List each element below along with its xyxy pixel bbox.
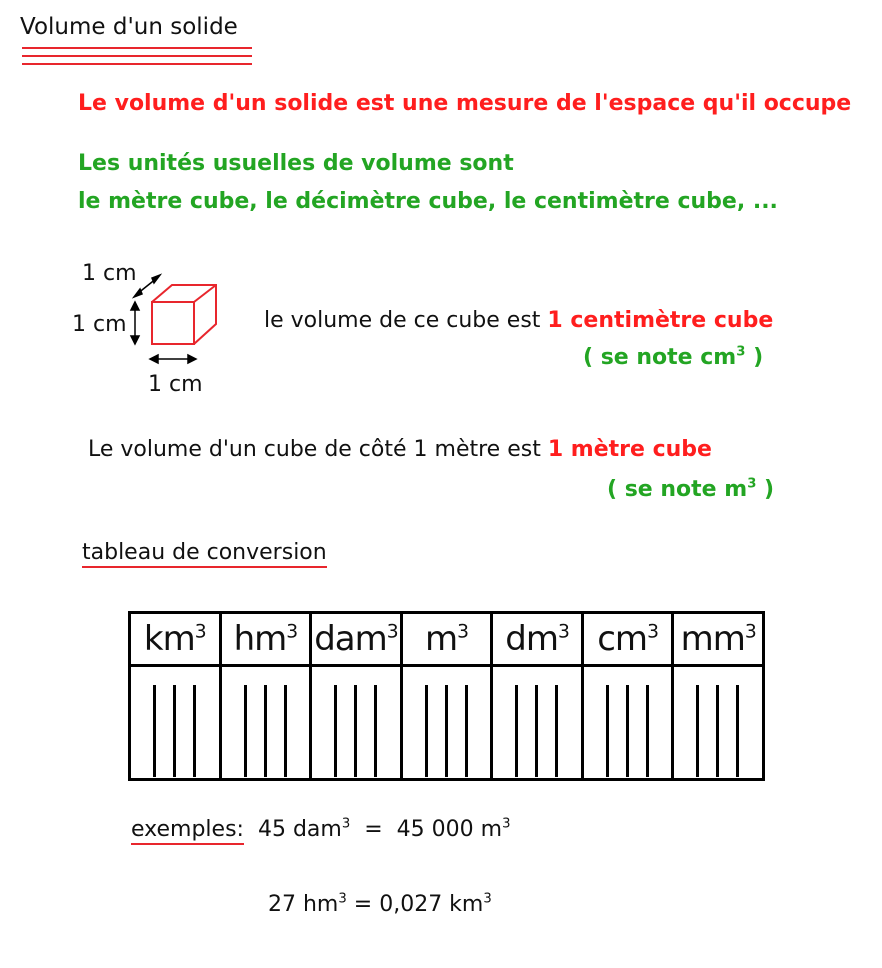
digit-divider bbox=[465, 685, 468, 777]
table-body-row bbox=[130, 666, 764, 780]
digit-divider bbox=[736, 685, 739, 777]
digit-divider bbox=[535, 685, 538, 777]
unit-header-dam: dam$^3$ bbox=[311, 613, 402, 666]
examples-row-2: 27 $hm^3 = 0,027$ $km^3$ bbox=[268, 891, 492, 917]
unit-header-m: $m^3$ bbox=[401, 613, 492, 666]
digit-divider bbox=[354, 685, 357, 777]
digit-divider bbox=[646, 685, 649, 777]
digit-divider bbox=[284, 685, 287, 777]
unit-header-mm: $mm^3$ bbox=[673, 613, 764, 666]
cm3-note: ( se note $cm^3$ ) bbox=[583, 344, 764, 370]
table-heading: tableau de conversion bbox=[82, 540, 327, 565]
unit-column-dam bbox=[311, 666, 402, 780]
unit-header-dm: $dm^3$ bbox=[492, 613, 583, 666]
height-arrow-icon bbox=[131, 302, 139, 344]
table-header-row bbox=[130, 613, 764, 666]
digit-divider bbox=[555, 685, 558, 777]
unit-header-hm: $hm^3$ bbox=[220, 613, 311, 666]
unit-column-m bbox=[401, 666, 492, 780]
digit-divider bbox=[193, 685, 196, 777]
digit-divider bbox=[264, 685, 267, 777]
unit-column-km bbox=[130, 666, 221, 780]
m3-note: ( se note $m^3$ ) bbox=[607, 476, 775, 502]
cm3-statement-text: le volume de ce cube est bbox=[264, 308, 541, 333]
digit-divider bbox=[153, 685, 156, 777]
digit-divider bbox=[244, 685, 247, 777]
m3-statement-text: Le volume d'un cube de côté 1 mètre est bbox=[88, 437, 541, 462]
title-underline-1 bbox=[22, 47, 252, 49]
digit-divider bbox=[445, 685, 448, 777]
examples-label: exemples: bbox=[131, 817, 244, 845]
digit-divider bbox=[696, 685, 699, 777]
ex1-right: 45 000 m bbox=[396, 817, 503, 842]
digit-divider bbox=[626, 685, 629, 777]
depth-arrow-icon bbox=[134, 275, 160, 297]
cube-drawing bbox=[120, 272, 230, 372]
unit-header-cm: $cm^3$ bbox=[582, 613, 673, 666]
units-intro-line2: le mètre cube, le décimètre cube, le centimètre cube, ... bbox=[78, 189, 778, 214]
unit-header-km: $km^3$ bbox=[130, 613, 221, 666]
examples-row-1: exemples: 45 dam$^3$ = 45 000 $m^3$ bbox=[131, 817, 510, 842]
m3-statement bbox=[88, 437, 712, 462]
title-underline-3 bbox=[22, 63, 252, 65]
cm3-statement bbox=[264, 308, 773, 333]
digit-divider bbox=[515, 685, 518, 777]
ex2-eq: = bbox=[353, 892, 373, 917]
title-underline-2 bbox=[22, 55, 252, 57]
m3-statement-value: 1 mètre cube bbox=[547, 437, 712, 462]
cm3-statement-value: 1 centimètre cube bbox=[547, 308, 774, 333]
digit-divider bbox=[334, 685, 337, 777]
page-title: Volume d'un solide bbox=[20, 14, 238, 40]
unit-column-mm bbox=[673, 666, 764, 780]
ex1-left: 45 dam bbox=[257, 817, 342, 842]
cube-height-label: 1 cm bbox=[72, 312, 127, 337]
ex2-left: 27 hm bbox=[268, 892, 339, 917]
conversion-table bbox=[128, 611, 765, 781]
digit-divider bbox=[425, 685, 428, 777]
cube-depth-label: 1 cm bbox=[82, 261, 137, 286]
width-arrow-icon bbox=[150, 355, 196, 363]
cube-width-label: 1 cm bbox=[148, 372, 203, 397]
digit-divider bbox=[606, 685, 609, 777]
units-intro-line1: Les unités usuelles de volume sont bbox=[78, 151, 514, 176]
digit-divider bbox=[374, 685, 377, 777]
unit-column-dm bbox=[492, 666, 583, 780]
digit-divider bbox=[173, 685, 176, 777]
unit-column-cm bbox=[582, 666, 673, 780]
ex1-eq: = bbox=[364, 817, 383, 842]
digit-divider bbox=[716, 685, 719, 777]
ex2-right: 0,027 km bbox=[379, 892, 484, 917]
unit-column-hm bbox=[220, 666, 311, 780]
definition-text: Le volume d'un solide est une mesure de l'espace qu'il occupe bbox=[78, 91, 852, 116]
cube-icon bbox=[152, 285, 216, 344]
